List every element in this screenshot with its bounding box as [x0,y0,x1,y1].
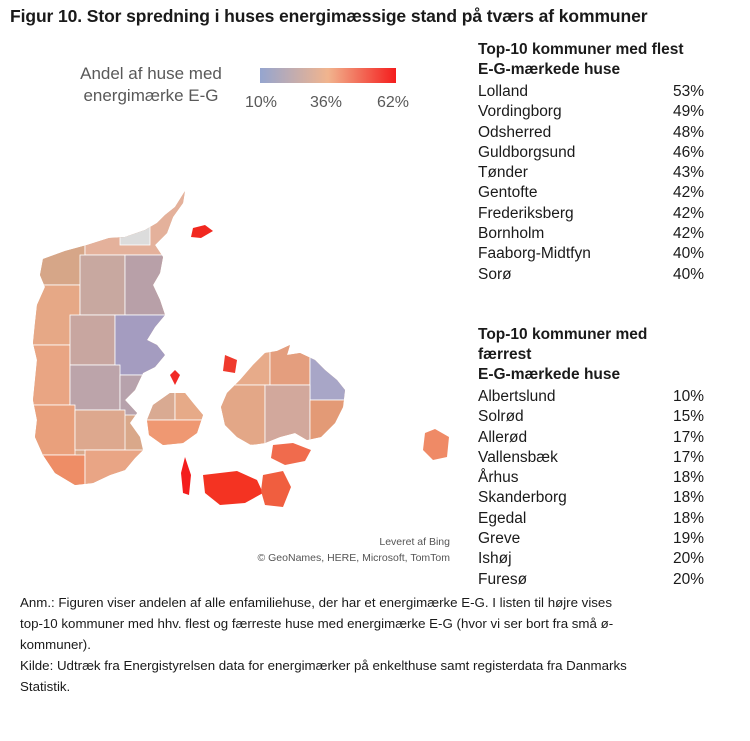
municipality-name: Albertslund [478,388,556,405]
municipality-name: Guldborgsund [478,143,576,161]
municipality-name: Egedal [478,509,527,527]
share-value: 40% [672,245,704,263]
municipality-name: Faaborg-Midtfyn [478,245,591,263]
legend-label: Andel af huse med energimærke E-G [80,64,222,105]
share-value: 15% [672,408,704,426]
island-lolland [203,471,263,505]
share-value: 18% [672,509,704,527]
municipality-name: Solrød [478,408,524,426]
top-flest-list [478,40,704,285]
share-value: 10% [672,388,704,405]
legend-max-label: 62% [377,94,410,111]
ranking-row [478,529,704,549]
municipality-name: Lolland [478,83,528,100]
ranking-row [478,570,704,590]
ranking-row [478,428,704,448]
municipality-name: Sorø [478,265,512,283]
source-line: Kilde: Udtræk fra Energistyrelsen data for energimærker på enkelthuse samt registerdata fra Danmarks [20,658,627,673]
ranking-row [478,387,704,407]
ranking-row [478,488,704,508]
share-value: 18% [672,489,704,507]
denmark-choropleth-map [25,175,455,515]
ranking-row [478,244,704,264]
share-value: 49% [672,103,704,121]
map-credit-bing: Leveret af Bing [379,536,450,548]
map-credit-sources: © GeoNames, HERE, Microsoft, TomTom [257,552,450,564]
source-line: Statistik. [20,679,71,694]
municipality-name: Allerød [478,428,528,446]
ranking-row [478,448,704,468]
ranking-row [478,468,704,488]
share-value: 46% [672,143,704,161]
share-value: 17% [672,428,704,446]
share-value: 43% [672,164,704,182]
municipality-name: Furesø [478,570,528,588]
share-value: 20% [672,570,704,588]
share-value: 19% [672,530,704,548]
ranking-row [478,407,704,427]
island-langeland [181,457,191,495]
municipality-name: Frederiksberg [478,204,574,222]
municipality-name: Vallensbæk [478,448,558,466]
municipality-name: Gentofte [478,184,538,202]
footnote-line: kommuner). [20,637,91,652]
island-bornholm [423,429,449,460]
ranking-row [478,102,704,122]
municipality-name: Tønder [478,164,528,182]
municipality-name: Vordingborg [478,103,562,121]
top-faerrest-list [478,325,704,590]
legend-color-bar [260,68,396,83]
municipality-name: Århus [478,469,519,487]
ranking-row [478,143,704,163]
municipality-name: Greve [478,530,521,548]
ranking-row [478,224,704,244]
share-value: 42% [672,204,704,222]
share-value: 20% [672,550,704,568]
municipality-name: Ishøj [478,550,512,568]
ranking-row [478,123,704,143]
footnote [20,592,627,697]
island-samso [170,370,180,385]
legend-min-label: 10% [245,94,278,111]
ranking-row [478,265,704,285]
top-faerrest-title: Top-10 kommuner med færrest E-G-mærkede huse [478,326,648,383]
ranking-row [478,183,704,203]
footnote-line: Anm.: Figuren viser andelen af alle enfamiliehuse, der har et energimærke E-G. I listen til højre vises [20,595,612,610]
region-fill [25,175,85,285]
ranking-row [478,82,704,102]
island-falster [261,471,291,507]
ranking-row [478,204,704,224]
share-value: 53% [672,83,704,100]
footnote-line: top-10 kommuner med hhv. flest og færreste huse med energimærke E-G (hvor vi ser bort fra små ø- [20,616,614,631]
island-mon [271,443,311,465]
share-value: 40% [672,265,704,283]
ranking-row [478,549,704,569]
municipality-name: Odsherred [478,123,552,141]
municipality-name: Skanderborg [478,489,567,507]
island-laeso [191,225,213,238]
share-value: 42% [672,184,704,202]
share-value: 18% [672,469,704,487]
legend-mid-label: 36% [310,94,343,111]
share-value: 17% [672,448,704,466]
top-flest-title: Top-10 kommuner med flest E-G-mærkede huse [478,41,684,78]
municipality-name: Bornholm [478,225,545,243]
ranking-row [478,163,704,183]
figure-title: Figur 10. Stor spredning i huses energimæssige stand på tværs af kommuner [10,6,648,26]
ranking-row [478,509,704,529]
share-value: 42% [672,225,704,243]
share-value: 48% [672,123,704,141]
